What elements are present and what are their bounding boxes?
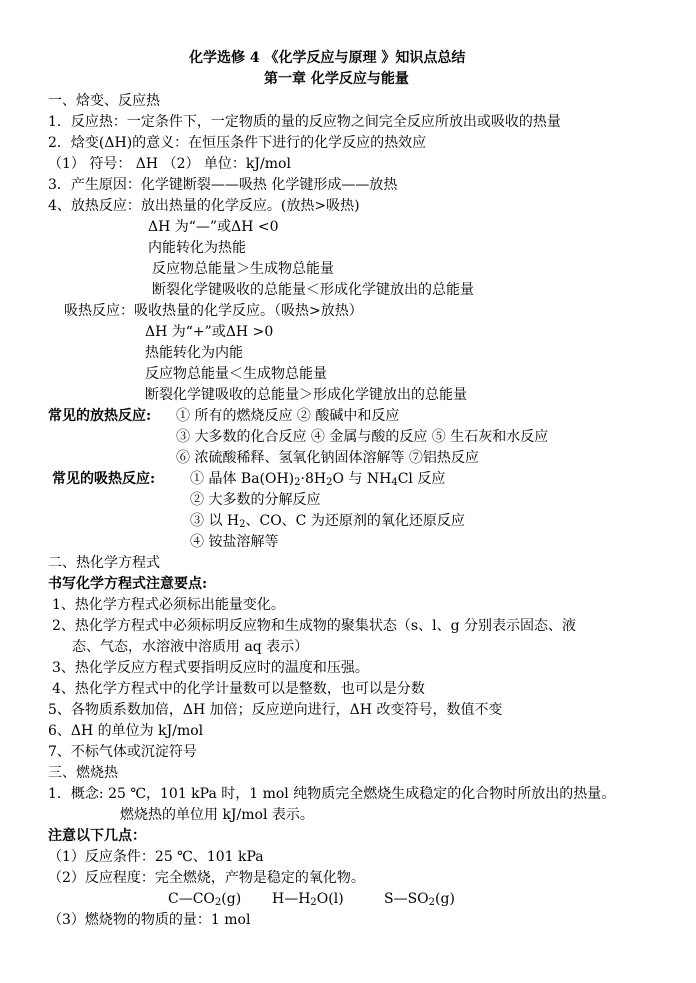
section-2-heading: 二、热化学方程式 [48,555,160,571]
exo-point: 反应物总能量＞生成物总能量 [152,261,334,277]
equation-rule-cont: 态、气态，水溶液中溶质用 aq 表示） [72,639,309,655]
stable-oxide-eq: $C—CO_2(g)$ [168,891,242,908]
combustion-definition: 1．概念: 25 ℃，101 kPa 时，1 mol 纯物质完全燃烧生成稳定的化合物时所放出的热量。 [48,786,616,802]
common-endo-label: 常见的吸热反应: [52,471,156,487]
exothermic-definition: 4、放热反应：放出热量的化学反应。(放热>吸热) [48,198,360,214]
stable-oxide-eq: $H—H_2O(l)$ [272,891,344,908]
endo-point: ΔH 为“+”或ΔH >0 [145,324,274,340]
chapter-title: 第一章 化学反应与能量 [264,71,409,87]
equation-rule: 5、各物质系数加倍，ΔH 加倍；反应逆向进行，ΔH 改变符号，数值不变 [48,702,503,718]
exo-point: ΔH 为“—”或ΔH <0 [148,219,279,235]
endo-point: 反应物总能量＜生成物总能量 [145,366,327,382]
section-3-heading: 三、燃烧热 [48,765,118,781]
common-exo-label: 常见的放热反应: [48,408,152,424]
equation-rule: 7、不标气体或沉淀符号 [48,744,197,760]
document-title: 化学选修 4 《化学反应与原理 》知识点总结 [189,50,466,66]
common-exo-item: ③ 大多数的化合反应 ④ 金属与酸的反应 ⑤ 生石灰和水反应 [176,429,549,445]
note-item: （3）燃烧物的物质的量：1 mol [48,912,251,928]
common-endo-item: ③ 以 $H_2$、CO、C 为还原剂的氧化还原反应 [190,513,465,530]
exo-point: 断裂化学键吸收的总能量＜形成化学键放出的总能量 [152,282,474,298]
combustion-unit: 燃烧热的单位用 kJ/mol 表示。 [120,807,314,823]
section-2-subheading: 书写化学方程式注意要点: [48,576,208,592]
equation-rule: 1、热化学方程式必须标出能量变化。 [52,597,285,613]
common-exo-item: ① 所有的燃烧反应 ② 酸碱中和反应 [176,408,400,424]
cause: 3．产生原因：化学键断裂——吸热 化学键形成——放热 [48,177,398,193]
note-item: （2）反应程度：完全燃烧，产物是稳定的氧化物。 [48,870,365,886]
endo-point: 热能转化为内能 [145,345,243,361]
stable-oxide-eq: $S—SO_2(g)$ [384,891,455,908]
common-endo-item: ① 晶体 $Ba(OH)_2\cdot 8H_2O$ 与 $NH_4Cl$ 反应 [190,471,446,488]
notes-heading: 注意以下几点： [48,828,146,844]
note-item: （1）反应条件：25 ℃、101 kPa [48,849,264,865]
equation-rule: 6、ΔH 的单位为 kJ/mol [48,723,204,739]
equation-rule: 3、热化学反应方程式要指明反应时的温度和压强。 [52,660,369,676]
common-exo-item: ⑥ 浓硫酸稀释、氢氧化钠固体溶解等 ⑦铝热反应 [176,450,479,466]
reaction-heat-definition: 1．反应热：一定条件下，一定物质的量的反应物之间完全反应所放出或吸收的热量 [48,114,561,130]
endothermic-definition: 吸热反应：吸收热量的化学反应。（吸热>放热） [64,303,363,319]
equation-rule: 4、热化学方程式中的化学计量数可以是整数，也可以是分数 [52,681,425,697]
exo-point: 内能转化为热能 [148,240,246,256]
common-endo-item: ② 大多数的分解反应 [190,492,321,508]
symbol-unit: （1） 符号： ΔH （2） 单位：kJ/mol [48,156,291,172]
enthalpy-meaning: 2．焓变(ΔH)的意义：在恒压条件下进行的化学反应的热效应 [48,135,427,151]
common-endo-item: ④ 铵盐溶解等 [190,534,279,550]
section-1-heading: 一、焓变、反应热 [48,93,160,109]
endo-point: 断裂化学键吸收的总能量＞形成化学键放出的总能量 [145,387,467,403]
equation-rule: 2、热化学方程式中必须标明反应物和生成物的聚集状态（s、l、g 分别表示固态、液 [52,618,576,634]
